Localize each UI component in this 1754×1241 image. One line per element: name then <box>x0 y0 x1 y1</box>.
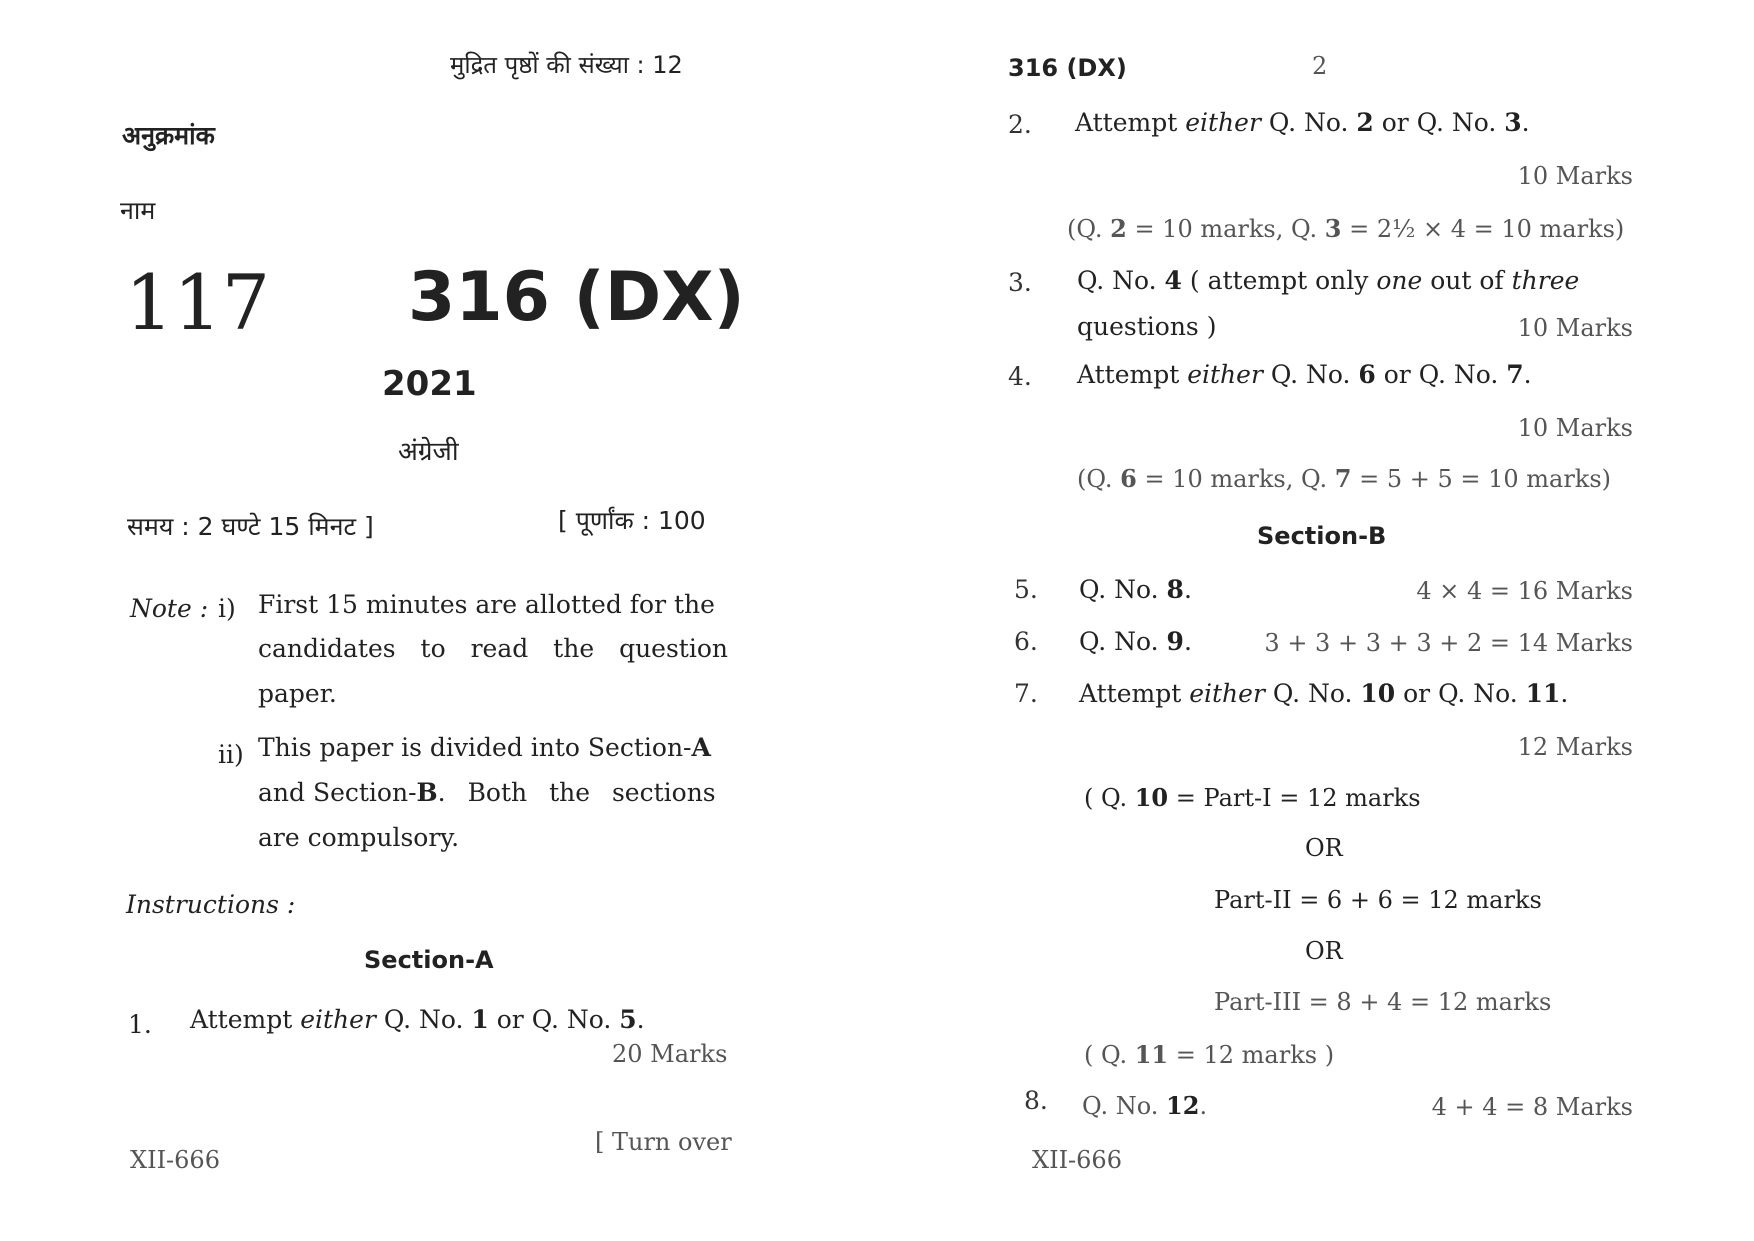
subject: अंग्रेजी <box>398 437 459 467</box>
note-line: and Section-B. Both the sections <box>258 778 716 807</box>
instruction-text: Attempt either Q. No. 10 or Q. No. 11. <box>1079 679 1569 708</box>
instruction-text: Attempt either Q. No. 1 or Q. No. 5. <box>190 1005 645 1034</box>
roll-number-label: अनुक्रमांक <box>122 121 215 150</box>
header-paper-code: 316 (DX) <box>1008 54 1127 82</box>
instruction-text: Q. No. 9. <box>1079 627 1192 656</box>
instruction-text: Q. No. 4 ( attempt only one out of three <box>1077 266 1580 295</box>
section-a-heading: Section-A <box>364 946 494 974</box>
note-line: First 15 minutes are allotted for the <box>258 590 715 619</box>
right-page <box>877 0 1754 1241</box>
exam-year: 2021 <box>382 364 477 404</box>
or-separator: OR <box>1305 834 1343 862</box>
marks-breakdown: ( Q. 11 = 12 marks ) <box>1084 1040 1335 1069</box>
note-line: paper. <box>258 679 337 708</box>
instruction-text: Q. No. 12. <box>1082 1091 1208 1120</box>
instruction-number: 3. <box>1008 268 1032 297</box>
instructions-label: Instructions : <box>126 890 296 919</box>
note-line: candidates to read the question <box>258 634 728 663</box>
marks-breakdown: (Q. 2 = 10 marks, Q. 3 = 2½ × 4 = 10 marks) <box>1067 214 1625 243</box>
name-label: नाम <box>120 196 156 225</box>
marks: 10 Marks <box>1517 314 1633 342</box>
turn-over-label: [ Turn over <box>595 1128 732 1156</box>
marks-breakdown: Part-III = 8 + 4 = 12 marks <box>1214 988 1552 1016</box>
max-marks: [ पूर्णांक : 100 <box>558 506 706 535</box>
note-line: are compulsory. <box>258 823 460 852</box>
section-b-heading: Section-B <box>1257 522 1387 550</box>
marks: 10 Marks <box>1517 414 1633 442</box>
instruction-number: 2. <box>1008 110 1032 139</box>
or-separator: OR <box>1305 937 1343 965</box>
instruction-text: questions ) <box>1077 312 1217 341</box>
footer-code: XII-666 <box>1032 1146 1122 1174</box>
time-allowed: समय : 2 घण्टे 15 मिनट ] <box>127 512 374 541</box>
marks-breakdown: Part-II = 6 + 6 = 12 marks <box>1214 886 1542 914</box>
note-item-number: ii) <box>218 740 244 769</box>
marks-breakdown: (Q. 6 = 10 marks, Q. 7 = 5 + 5 = 10 marks) <box>1077 464 1612 493</box>
instruction-text: Q. No. 8. <box>1079 575 1192 604</box>
instruction-text: Attempt either Q. No. 6 or Q. No. 7. <box>1077 360 1532 389</box>
instruction-number: 7. <box>1014 679 1038 708</box>
marks-breakdown: ( Q. 10 = Part-I = 12 marks <box>1084 783 1421 812</box>
page-number: 2 <box>1312 52 1328 80</box>
note-item-number: i) <box>218 594 236 623</box>
instruction-number: 1. <box>128 1010 152 1039</box>
printed-pages-label: मुद्रित पृष्ठों की संख्या : 12 <box>450 51 683 79</box>
code-number: 117 <box>125 258 271 347</box>
marks: 3 + 3 + 3 + 3 + 2 = 14 Marks <box>1264 629 1633 657</box>
marks: 4 + 4 = 8 Marks <box>1431 1093 1633 1121</box>
instruction-number: 6. <box>1014 627 1038 656</box>
instruction-text: Attempt either Q. No. 2 or Q. No. 3. <box>1075 108 1530 137</box>
note-label: Note : <box>130 594 209 623</box>
instruction-number: 8. <box>1024 1086 1048 1115</box>
instruction-number: 4. <box>1008 362 1032 391</box>
marks: 10 Marks <box>1517 162 1633 190</box>
footer-code: XII-666 <box>130 1146 220 1174</box>
marks: 20 Marks <box>612 1040 728 1068</box>
note-line: This paper is divided into Section-A <box>258 733 711 762</box>
marks: 12 Marks <box>1517 733 1633 761</box>
marks: 4 × 4 = 16 Marks <box>1416 577 1633 605</box>
paper-code: 316 (DX) <box>408 258 745 337</box>
instruction-number: 5. <box>1014 575 1038 604</box>
